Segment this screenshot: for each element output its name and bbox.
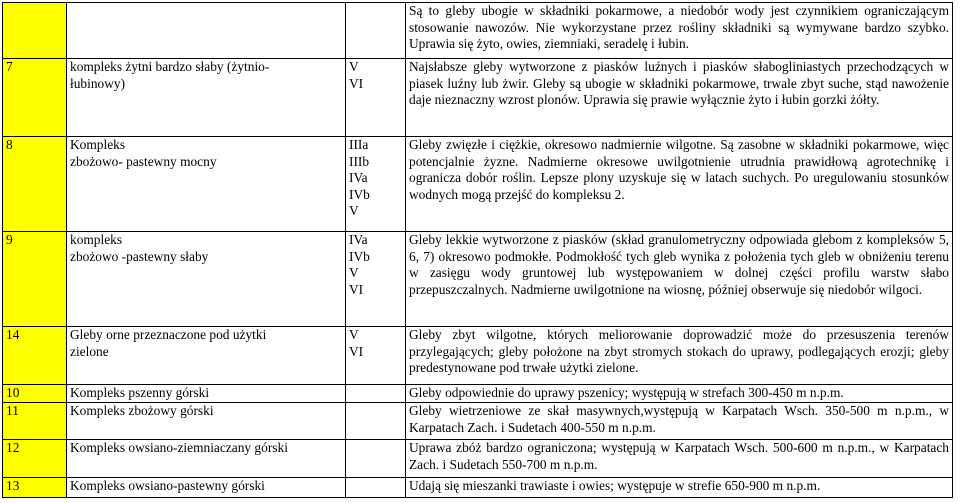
- description-cell: Gleby wietrzeniowe ze skał masywnych,występują w Karpatach Wsch. 350-500 m n.p.m., w Karpatach Zach. i Sudetach 400-550 m n.p.m.: [406, 403, 953, 440]
- complex-name-cell: [67, 385, 346, 403]
- soil-class-value: V: [349, 59, 359, 74]
- complex-name-cell: [67, 59, 346, 137]
- table-row: [3, 3, 953, 59]
- soil-class-cell: [346, 137, 406, 232]
- soil-class-cell: [346, 232, 406, 327]
- complex-number-cell: 11: [3, 403, 67, 440]
- complex-name-line: Kompleks: [70, 137, 126, 152]
- description-cell: Najsłabsze gleby wytworzone z piasków luźnych i piasków słabogliniastych przechodzących w piasek luźny lub żwir. Gleby są ubogie w składniki pokarmowe, trwale zbyt suche, stąd nawożenie daje nieznaczny wzrost plonów. Uprawia się prawie wyłącznie żyto i łubin gorzki żółty.: [406, 59, 953, 137]
- table-row: [3, 440, 953, 478]
- table-row: [3, 59, 953, 137]
- complex-name-cell: [67, 327, 346, 385]
- soil-class-value: IVb: [349, 248, 370, 264]
- complex-name-cell: [67, 478, 346, 498]
- soil-class-value: IVa: [349, 232, 368, 247]
- table-row: [3, 137, 953, 232]
- complex-number-cell: 14: [3, 327, 67, 385]
- complex-name-cell: [67, 137, 346, 232]
- complex-name-line: Kompleks owsiano-ziemniaczany górski: [70, 440, 288, 455]
- complex-number-cell: 9: [3, 232, 67, 327]
- description-cell: Gleby zbyt wilgotne, których meliorowanie doprowadzić może do przesuszenia terenów przylegających; gleby położone na zbyt stromych stokach do uprawy, podlegających erozji; gleby predestynowane pod trwałe użytki zielone.: [406, 327, 953, 385]
- soil-class-value: V: [349, 327, 359, 342]
- table-row: [3, 478, 953, 498]
- soil-class-value: IVb: [349, 186, 370, 202]
- complex-name-line: Gleby orne przeznaczone pod użytki: [70, 327, 267, 342]
- complex-number-cell: 7: [3, 59, 67, 137]
- complex-name-line: Kompleks pszenny górski: [70, 385, 210, 400]
- complex-name-line: zbożowo -pastewny słaby: [70, 248, 209, 264]
- complex-name-cell: [67, 440, 346, 478]
- soil-class-value: IIIa: [349, 137, 369, 152]
- complex-name-line: zielone: [70, 343, 109, 359]
- table-row: [3, 232, 953, 327]
- soil-class-cell: [346, 440, 406, 478]
- soil-class-cell: [346, 403, 406, 440]
- complex-name-line: Kompleks zbożowy górski: [70, 403, 214, 418]
- complex-name-line: Kompleks owsiano-pastewny górski: [70, 478, 265, 493]
- complex-name-cell: [67, 403, 346, 440]
- soil-class-value: VI: [349, 75, 364, 91]
- soil-class-value: VI: [349, 343, 364, 359]
- soil-class-value: V: [349, 265, 359, 281]
- complex-name-cell: [67, 232, 346, 327]
- table-row: [3, 385, 953, 403]
- complex-number-cell: 8: [3, 137, 67, 232]
- complex-number-cell: 10: [3, 385, 67, 403]
- soil-class-value: IVa: [349, 170, 368, 186]
- description-cell: Gleby lekkie wytworzone z piasków (skład granulometryczny odpowiada glebom z kompleksów 5, 6, 7) okresowo podmokłe. Podmokłość tych gleb wynika z położenia tych gleb w obniżeniu terenu w zasięgu wody gruntowej lub występowaniem w dolnej części profilu warstw słabo przepuszczalnych. Nadmierne uwilgotnione na wiosnę, później obserwuje się niedobór wilgoci.: [406, 232, 953, 327]
- complex-number-cell: 13: [3, 478, 67, 498]
- description-cell: Są to gleby ubogie w składniki pokarmowe, a niedobór wody jest czynnikiem ograniczającym stosowanie nawozów. Nie wykorzystane przez rośliny składniki są wymywane bardzo szybko. Uprawia się żyto, owies, ziemniaki, seradelę i łubin.: [406, 3, 953, 59]
- complex-number-cell: 12: [3, 440, 67, 478]
- description-cell: Udają się mieszanki trawiaste i owies; występuje w strefie 650-900 m n.p.m.: [406, 478, 953, 498]
- complex-name-line: kompleks: [70, 232, 123, 247]
- complex-name-cell: [67, 3, 346, 59]
- soil-class-cell: [346, 327, 406, 385]
- soil-class-value: VI: [349, 281, 364, 297]
- soil-class-cell: [346, 3, 406, 59]
- soil-class-value: IIIb: [349, 153, 370, 169]
- complex-name-line: łubinowy): [70, 75, 126, 91]
- soil-class-cell: [346, 385, 406, 403]
- table-row: [3, 403, 953, 440]
- complex-name-line: zbożowo- pastewny mocny: [70, 153, 217, 169]
- soil-complex-table: [2, 2, 953, 498]
- soil-class-value: V: [349, 203, 359, 219]
- complex-name-line: kompleks żytni bardzo słaby (żytnio-: [70, 59, 270, 74]
- table-row: [3, 327, 953, 385]
- description-cell: Uprawa zbóż bardzo ograniczona; występują w Karpatach Wsch. 500-600 m n.p.m., w Karpatach Zach. i Sudetach 550-700 m n.p.m.: [406, 440, 953, 478]
- complex-number-cell: [3, 3, 67, 59]
- description-cell: Gleby odpowiednie do uprawy pszenicy; występują w strefach 300-450 m n.p.m.: [406, 385, 953, 403]
- description-cell: Gleby zwięzłe i ciężkie, okresowo nadmiernie wilgotne. Są zasobne w składniki pokarmowe, więc potencjalnie żyzne. Nadmierne okresowe uwilgotnienie utrudnia prawidłową agrotechnikę i ogranicza dobór roślin. Lepsze plony uzyskuje się w latach suchych. Po uregulowaniu stosunków wodnych mogą przejść do kompleksu 2.: [406, 137, 953, 232]
- soil-class-cell: [346, 478, 406, 498]
- table-body: [3, 3, 953, 498]
- soil-class-cell: [346, 59, 406, 137]
